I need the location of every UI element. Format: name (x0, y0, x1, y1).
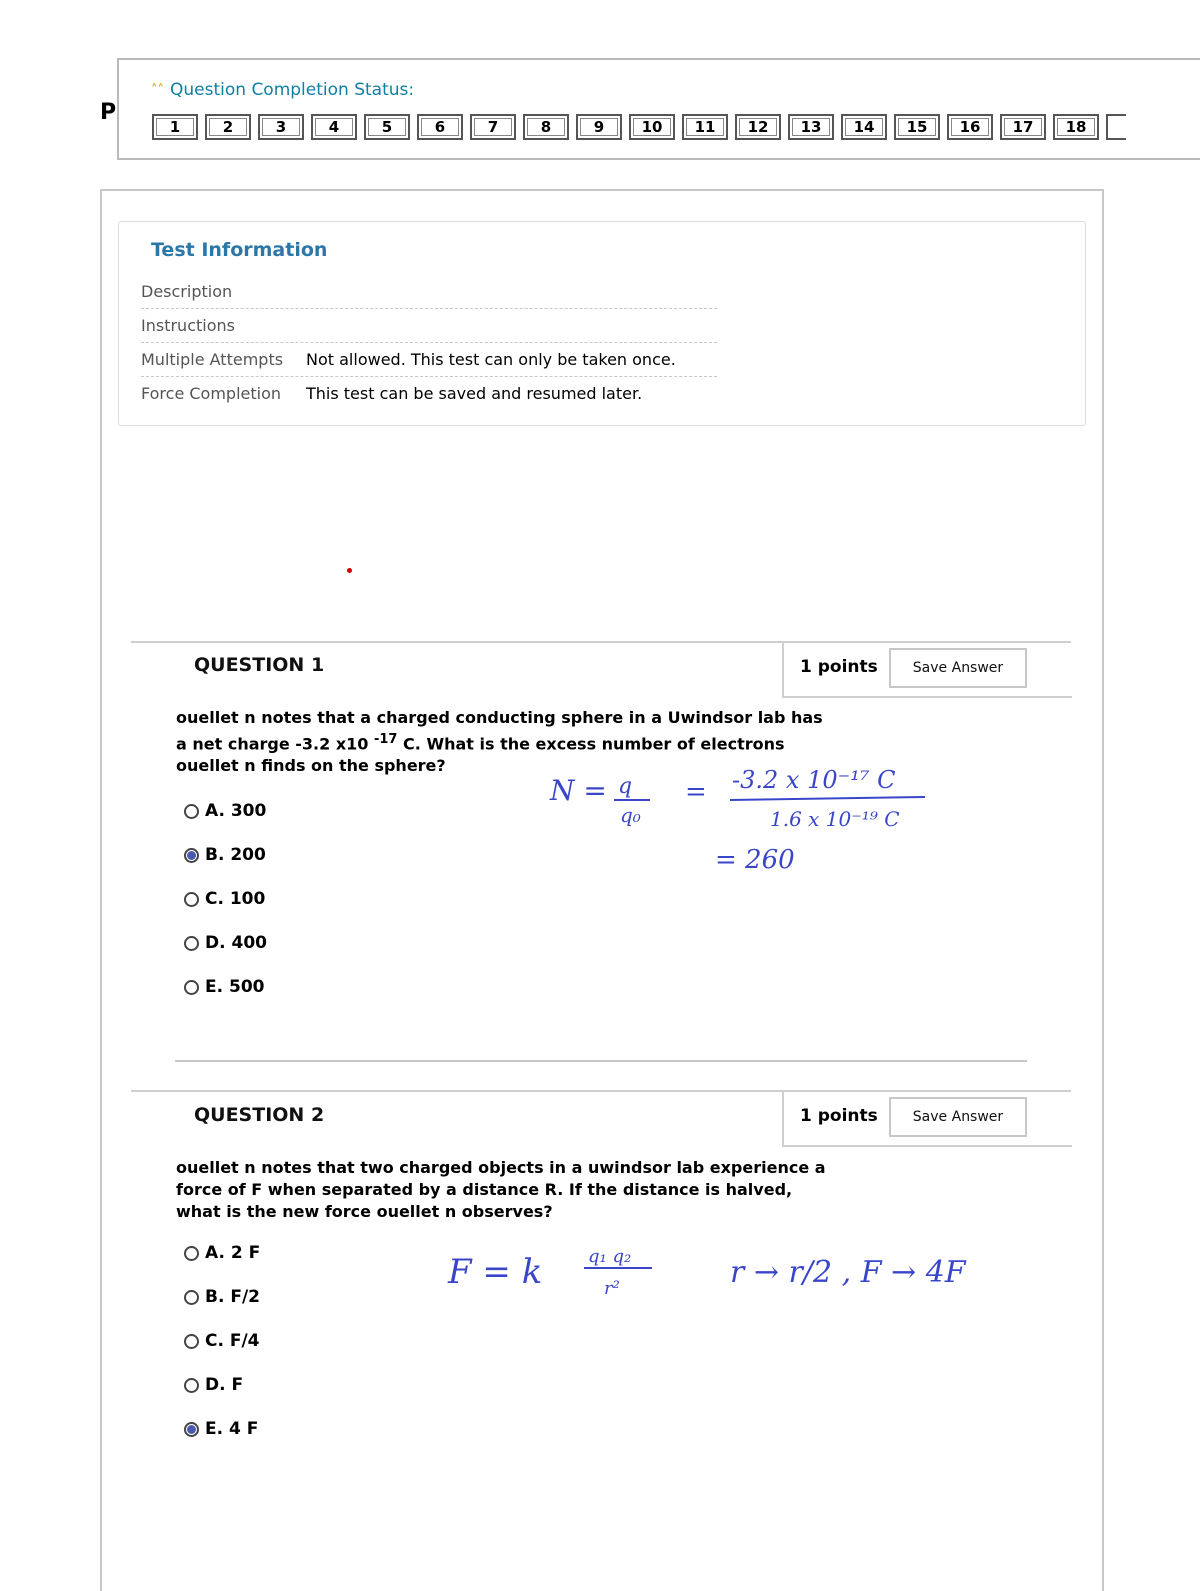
question-number-list (152, 114, 1126, 140)
choice-label: E. 500 (205, 977, 265, 997)
choice-label: A. 300 (205, 801, 267, 821)
question-number-button[interactable]: 18 (1053, 114, 1099, 140)
question-number-button[interactable]: 10 (629, 114, 675, 140)
radio-button[interactable] (184, 936, 199, 951)
info-key: Multiple Attempts (141, 350, 284, 369)
choice-label: B. F/2 (205, 1287, 260, 1307)
question-number-button[interactable]: 17 (1000, 114, 1046, 140)
handwritten-denominator: 1.6 x 10⁻¹⁹ C (770, 807, 900, 831)
handwritten-q1q2: q₁ q₂ (588, 1246, 632, 1267)
question-2-choice-d[interactable] (184, 1375, 243, 1395)
info-key: Force Completion (141, 384, 282, 403)
choice-label: D. F (205, 1375, 244, 1395)
question-1-choice-b[interactable] (184, 845, 266, 865)
question-number-button[interactable]: 7 (470, 114, 516, 140)
handwritten-coulomb-law: F = k (448, 1252, 543, 1292)
question-2-points: 1 points (800, 1106, 878, 1126)
handwritten-numerator: -3.2 x 10⁻¹⁷ C (732, 766, 896, 794)
question-1-text-part1: ouellet n notes that a charged conducting sphere in a Uwindsor lab has a net charge -3.2 x10 (176, 708, 823, 754)
question-number-button[interactable]: 2 (205, 114, 251, 140)
question-2-save-answer-button[interactable]: Save Answer (889, 1097, 1027, 1137)
question-number-button[interactable]: 13 (788, 114, 834, 140)
question-1-choice-a[interactable] (184, 801, 266, 821)
info-row-multiple-attempts (141, 343, 717, 377)
question-number-button[interactable]: 5 (364, 114, 410, 140)
radio-button-selected[interactable] (184, 1422, 199, 1437)
info-row-description (141, 275, 717, 309)
info-value: This test can be saved and resumed later. (306, 384, 643, 403)
radio-button[interactable] (184, 1290, 199, 1305)
choice-label: C. F/4 (205, 1331, 260, 1351)
question-number-button[interactable]: 9 (576, 114, 622, 140)
question-2-choice-e[interactable] (184, 1419, 258, 1439)
status-title-label: Question Completion Status: (170, 80, 415, 100)
question-1-choice-c[interactable] (184, 889, 265, 909)
question-1-choice-e[interactable] (184, 977, 264, 997)
radio-button-selected[interactable] (184, 848, 199, 863)
choice-label: D. 400 (205, 933, 267, 953)
info-key: Instructions (141, 316, 235, 335)
handwritten-equals: = (685, 777, 707, 807)
question-1-points: 1 points (800, 657, 878, 677)
question-divider (175, 1060, 1027, 1062)
question-2-text: ouellet n notes that two charged objects in a uwindsor lab experience a force of F when separated by a distance R. If the distance is halved, what is the new force ouellet n observes? (176, 1158, 826, 1221)
radio-button[interactable] (184, 804, 199, 819)
question-1-points-box (782, 642, 1072, 698)
handwritten-r-squared: r² (604, 1278, 620, 1299)
radio-button[interactable] (184, 892, 199, 907)
question-1-title: QUESTION 1 (194, 654, 325, 676)
question-number-button[interactable]: 14 (841, 114, 887, 140)
choice-label: E. 4 F (205, 1419, 259, 1439)
question-number-button-partial[interactable] (1106, 114, 1126, 140)
question-2-choice-c[interactable] (184, 1331, 260, 1351)
info-key: Description (141, 282, 233, 301)
choice-label: C. 100 (205, 889, 266, 909)
red-dot (347, 568, 352, 573)
question-number-button[interactable]: 12 (735, 114, 781, 140)
radio-button[interactable] (184, 1334, 199, 1349)
handwritten-q: q (618, 774, 633, 799)
question-number-button[interactable]: 1 (152, 114, 198, 140)
handwritten-n-equals: N = (550, 774, 607, 807)
question-completion-status-panel (117, 58, 1200, 160)
question-number-button[interactable]: 11 (682, 114, 728, 140)
test-information-panel (118, 221, 1086, 426)
radio-button[interactable] (184, 980, 199, 995)
question-2-choice-a[interactable] (184, 1243, 260, 1263)
question-number-button[interactable]: 3 (258, 114, 304, 140)
question-1-exponent: -17 (373, 732, 398, 747)
test-information-title: Test Information (151, 239, 328, 261)
question-1-text (176, 707, 836, 777)
handwritten-conclusion: r → r/2 , F → 4F (730, 1255, 966, 1290)
question-2-points-box (782, 1091, 1072, 1147)
question-number-button[interactable]: 4 (311, 114, 357, 140)
question-1-text-part2: C. What is the excess number of electrons ouellet n finds on the sphere? (176, 734, 785, 776)
question-number-button[interactable]: 6 (417, 114, 463, 140)
question-2-choice-b[interactable] (184, 1287, 260, 1307)
question-number-button[interactable]: 8 (523, 114, 569, 140)
question-number-button[interactable]: 16 (947, 114, 993, 140)
choice-label: B. 200 (205, 845, 266, 865)
radio-button[interactable] (184, 1378, 199, 1393)
info-row-force-completion (141, 377, 717, 410)
handwritten-q0: q₀ (620, 803, 641, 827)
question-1-choice-d[interactable] (184, 933, 267, 953)
double-chevron-up-icon[interactable]: ˄˄ (151, 82, 164, 98)
question-number-button[interactable]: 15 (894, 114, 940, 140)
handwritten-result: = 260 (715, 845, 795, 875)
status-title[interactable] (151, 80, 414, 100)
question-2-title: QUESTION 2 (194, 1104, 325, 1126)
question-1-save-answer-button[interactable]: Save Answer (889, 648, 1027, 688)
stray-letter: P (100, 100, 117, 125)
choice-label: A. 2 F (205, 1243, 261, 1263)
info-row-instructions (141, 309, 717, 343)
radio-button[interactable] (184, 1246, 199, 1261)
info-value: Not allowed. This test can only be taken once. (306, 350, 676, 369)
